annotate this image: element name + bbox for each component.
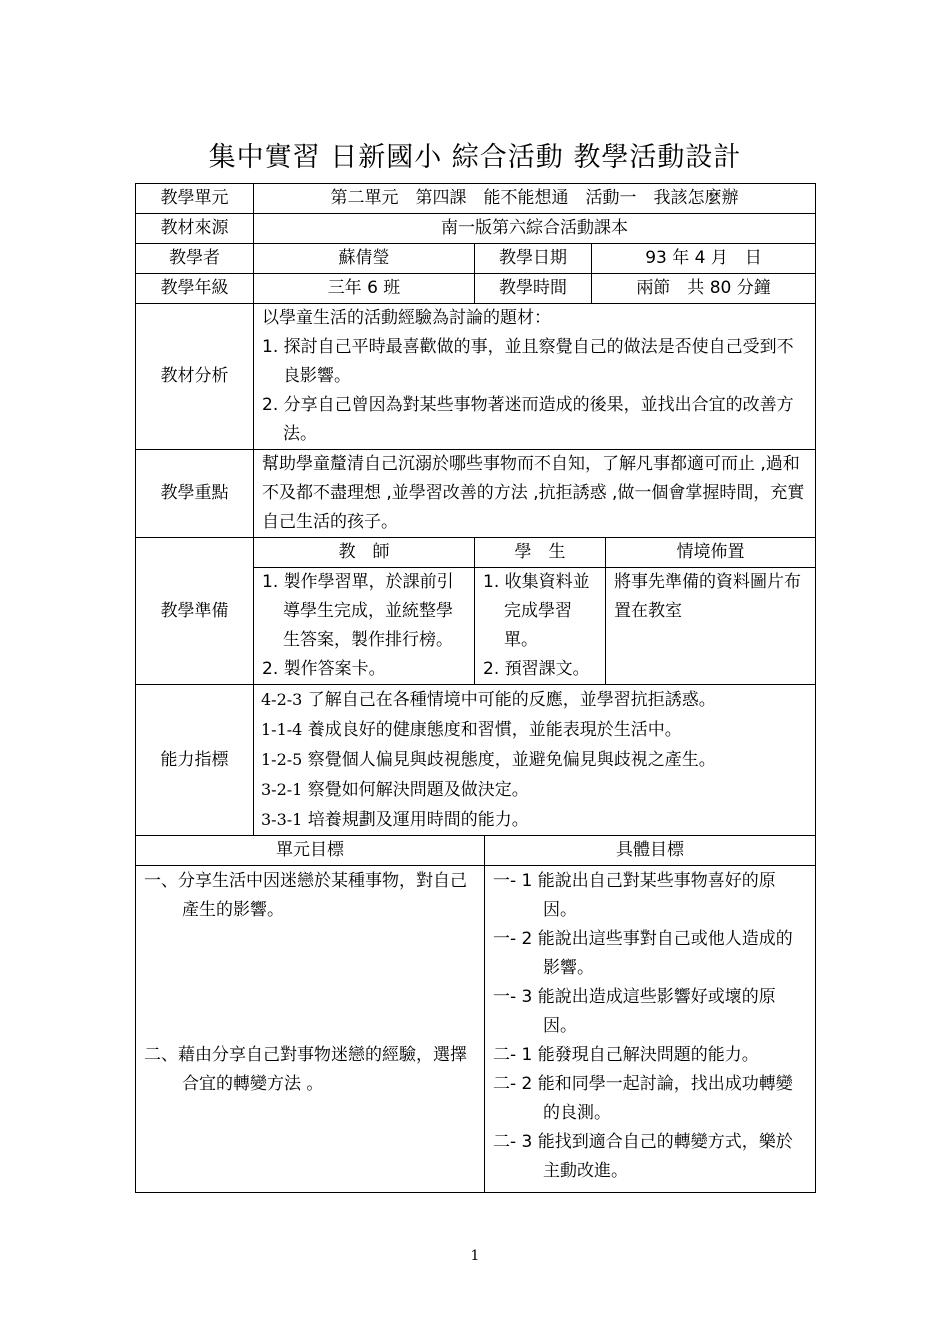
analysis-intro: 以學童生活的活動經驗為討論的題材： bbox=[262, 308, 551, 328]
page-title: 集中實習 日新國小 綜合活動 教學活動設計 bbox=[208, 142, 742, 173]
grade-value: 三年 6 班 bbox=[254, 274, 475, 304]
ability-code: 1-1-4 bbox=[261, 720, 303, 739]
ability-text: 了解自己在各種情境中可能的反應，並學習抗拒誘惑。 bbox=[307, 690, 716, 710]
ability-content bbox=[254, 685, 816, 836]
ability-code: 1-2-5 bbox=[261, 750, 303, 769]
analysis-item: 2. 分享自己曾因為對某些事物著迷而造成的後果，並找出合宜的改善方法。 bbox=[262, 395, 794, 444]
specific-goal: 二- 1 能發現自己解決問題的能力。 bbox=[493, 1045, 759, 1065]
prep-student-head: 學 生 bbox=[475, 538, 606, 568]
specific-goal: 二- 2 能和同學一起討論，找出成功轉變的良測。 bbox=[493, 1074, 793, 1123]
unit-value: 第二單元 第四課 能不能想通 活動一 我該怎麼辦 bbox=[254, 184, 816, 214]
grade-row bbox=[136, 274, 816, 304]
specific-goal: 一- 3 能說出造成這些影響好或壞的原因。 bbox=[493, 987, 776, 1036]
specific-goals-head: 具體目標 bbox=[485, 836, 816, 866]
prep-teacher-head: 教 師 bbox=[254, 538, 475, 568]
prep-label: 教學準備 bbox=[136, 538, 254, 685]
ability-code: 4-2-3 bbox=[261, 690, 303, 709]
specific-goal: 一- 2 能說出這些事對自己或他人造成的影響。 bbox=[493, 929, 793, 978]
time-value: 兩節 共 80 分鐘 bbox=[592, 274, 816, 304]
ability-text: 養成良好的健康態度和習慣，並能表現於生活中。 bbox=[307, 720, 682, 740]
focus-text: 幫助學童釐清自己沉溺於哪些事物而不自知，了解凡事都適可而止 ,過和不及都不盡理想 ,並學習改善的方法 ,抗拒誘惑 ,做一個會掌握時間，充實自己生活的孩子。 bbox=[254, 450, 816, 538]
grade-label: 教學年級 bbox=[136, 274, 254, 304]
specific-goal: 二- 3 能找到適合自己的轉變方式，樂於主動改進。 bbox=[493, 1132, 793, 1181]
source-label: 教材來源 bbox=[136, 214, 254, 244]
prep-head-row bbox=[136, 538, 816, 568]
ability-code: 3-3-1 bbox=[261, 810, 303, 829]
source-row bbox=[136, 214, 816, 244]
ability-label: 能力指標 bbox=[136, 685, 254, 836]
ability-text: 察覺如何解決問題及做決定。 bbox=[307, 780, 529, 800]
analysis-label: 教材分析 bbox=[136, 304, 254, 450]
prep-setting-head: 情境佈置 bbox=[606, 538, 816, 568]
ability-item bbox=[261, 805, 807, 835]
focus-label: 教學重點 bbox=[136, 450, 254, 538]
teacher-row bbox=[136, 244, 816, 274]
analysis-item: 1. 探討自己平時最喜歡做的事，並且察覺自己的做法是否使自己受到不良影響。 bbox=[262, 337, 794, 386]
specific-goals-content bbox=[485, 866, 816, 1193]
goals-head-row bbox=[136, 836, 816, 866]
unit-goals-content bbox=[136, 866, 485, 1193]
teacher-label: 教學者 bbox=[136, 244, 254, 274]
ability-text: 培養規劃及運用時間的能力。 bbox=[307, 810, 529, 830]
analysis-content bbox=[254, 304, 816, 450]
prep-student-content bbox=[475, 568, 606, 685]
ability-row bbox=[136, 685, 816, 836]
ability-item bbox=[261, 685, 807, 715]
ability-text: 察覺個人偏見與歧視態度，並避免偏見與歧視之產生。 bbox=[307, 750, 716, 770]
ability-item bbox=[261, 745, 807, 775]
prep-teacher-item: 1. 製作學習單，於課前引導學生完成，並統整學生答案，製作排行榜。 bbox=[262, 572, 454, 650]
date-label: 教學日期 bbox=[475, 244, 592, 274]
unit-goal: 二、藉由分享自己對事物迷戀的經驗，選擇合宜的轉變方法 。 bbox=[144, 1045, 467, 1094]
analysis-row bbox=[136, 304, 816, 450]
unit-row bbox=[136, 184, 816, 214]
prep-teacher-item: 2. 製作答案卡。 bbox=[262, 659, 386, 679]
unit-goal-spacer bbox=[144, 925, 476, 1041]
time-label: 教學時間 bbox=[475, 274, 592, 304]
teacher-value: 蘇倩瑩 bbox=[254, 244, 475, 274]
ability-code: 3-2-1 bbox=[261, 780, 303, 799]
prep-student-item: 2. 預習課文。 bbox=[483, 659, 590, 679]
lesson-plan-table bbox=[135, 183, 816, 1193]
date-value: 93 年 4 月 日 bbox=[592, 244, 816, 274]
prep-teacher-content bbox=[254, 568, 475, 685]
unit-goals-head: 單元目標 bbox=[136, 836, 485, 866]
unit-label: 教學單元 bbox=[136, 184, 254, 214]
specific-goal: 一- 1 能說出自己對某些事物喜好的原因。 bbox=[493, 871, 776, 920]
prep-student-item: 1. 收集資料並完成學習單。 bbox=[483, 572, 590, 650]
unit-goal: 一、分享生活中因迷戀於某種事物，對自己產生的影響。 bbox=[144, 871, 467, 920]
source-value: 南一版第六綜合活動課本 bbox=[254, 214, 816, 244]
ability-item bbox=[261, 775, 807, 805]
goals-content-row bbox=[136, 866, 816, 1193]
focus-row bbox=[136, 450, 816, 538]
ability-item bbox=[261, 715, 807, 745]
page-number: 1 bbox=[470, 1248, 480, 1264]
prep-setting-content: 將事先準備的資料圖片布置在教室 bbox=[606, 568, 816, 685]
